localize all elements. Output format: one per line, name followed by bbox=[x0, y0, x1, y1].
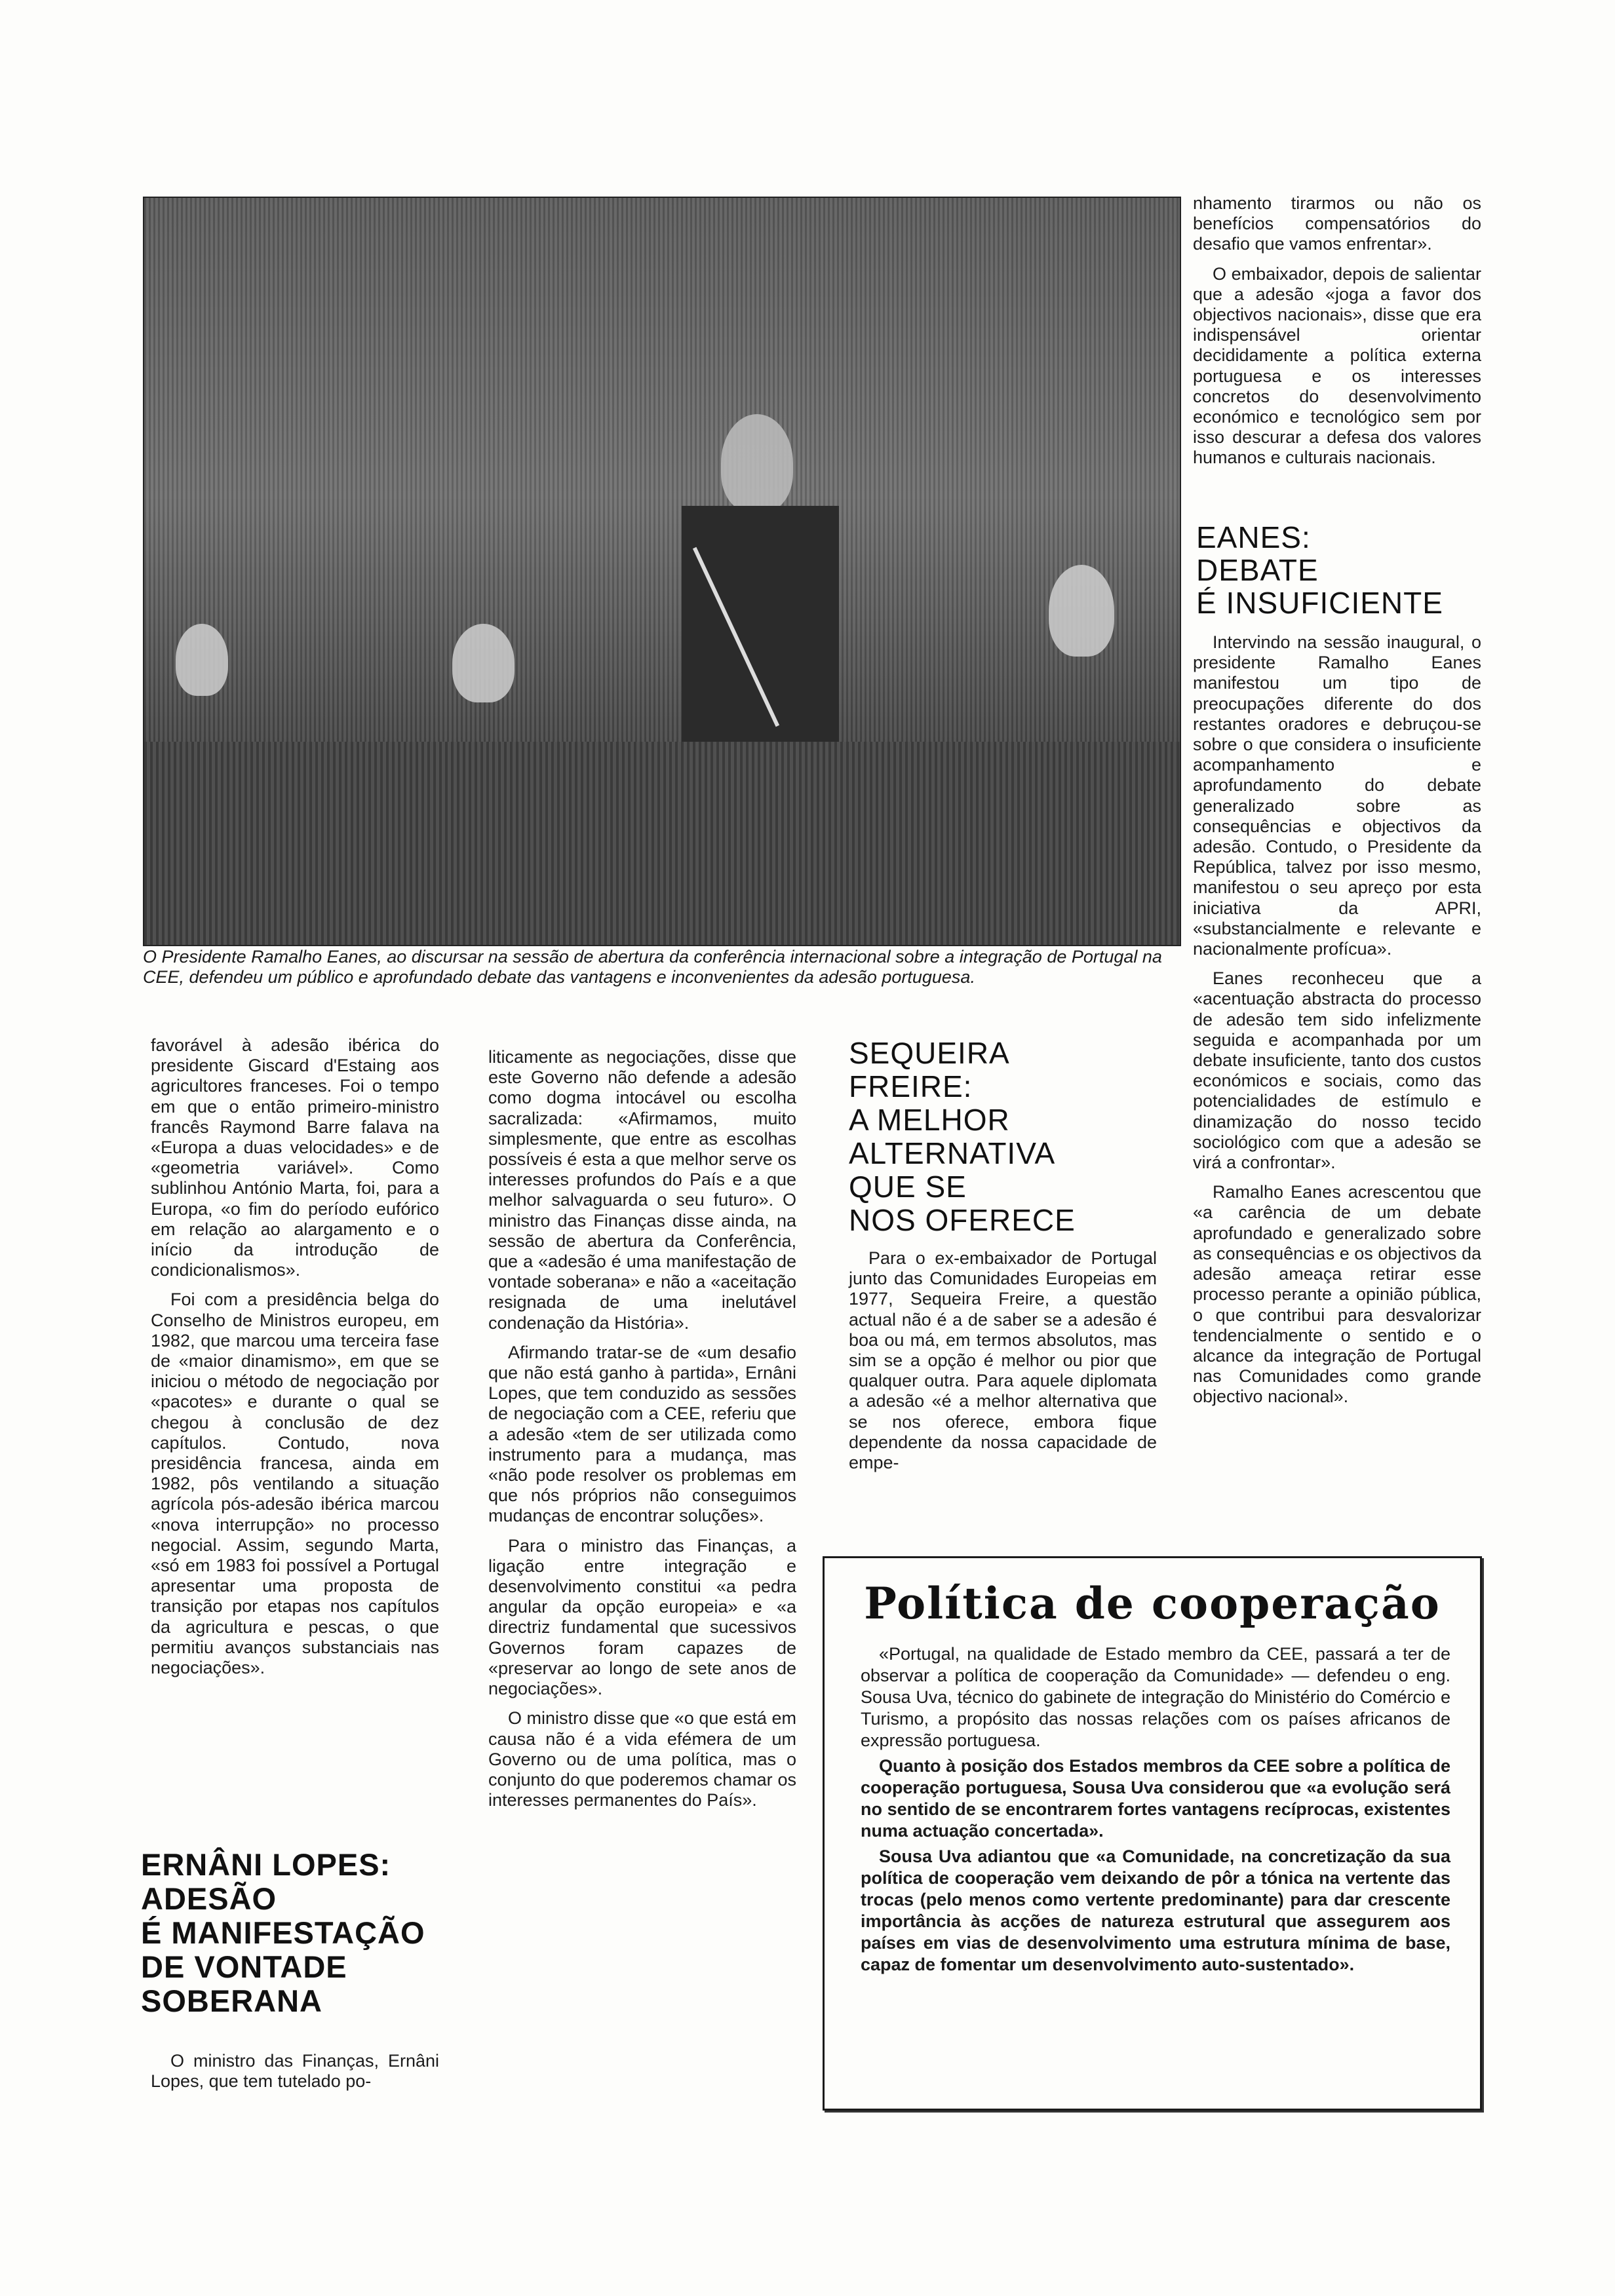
headline-line: SEQUEIRA bbox=[849, 1036, 1010, 1070]
audience-head-center bbox=[452, 624, 515, 702]
headline-sequeira-freire bbox=[849, 1037, 1144, 1237]
photo-caption: O Presidente Ramalho Eanes, ao discursar na sessão de abertura da conferência internacional sobre a integração de Portugal na CEE, defendeu um público e aprofundado debate das vantagens e inconvenientes da adesão portuguesa. bbox=[143, 947, 1162, 987]
article-column-left-continued bbox=[151, 2051, 439, 2101]
paragraph: liticamente as negociações, disse que este Governo não defende a adesão como dogma intocável ou escolha sacralizada: «Afirmamos, muito simplesmente, que entre as escolhas possíveis é esta a que melhor serve os interesses profundos do País e a que melhor salvaguarda o seu futuro». O ministro das Finanças disse ainda, na sessão de abertura da Conferência, que a «adesão é uma manifestação de vontade soberana» e não a «aceitação resignada de uma inelutável condenação da História». bbox=[488, 1047, 796, 1333]
headline-line: SOBERANA bbox=[141, 1983, 322, 2018]
paragraph: O ministro das Finanças, Ernâni Lopes, que tem tutelado po- bbox=[151, 2051, 439, 2092]
headline-line: A MELHOR bbox=[849, 1103, 1010, 1137]
conference-photo bbox=[143, 197, 1181, 946]
audience-head-left bbox=[176, 624, 228, 696]
headline-line: EANES: bbox=[1196, 520, 1311, 554]
article-column-left bbox=[151, 1035, 439, 1687]
headline-line: DEBATE bbox=[1196, 553, 1319, 587]
headline-line: ERNÂNI LOPES: bbox=[141, 1847, 391, 1882]
paragraph: favorável à adesão ibérica do presidente Giscard d'Estaing aos agricultores franceses. Foi o tempo em que o então primeiro-ministro francês Raymond Barre falava na «Europa a duas velocidades» e de «geometria variável». Como sublinhou António Marta, foi, para a Europa, «o fim do período eufórico em relação ao alargamento e o início da introdução de condicionalismos». bbox=[151, 1035, 439, 1280]
paragraph: Sousa Uva adiantou que «a Comunidade, na concretização da sua política de cooperação vem deixando de pôr a tónica na vertente das trocas (pelo menos como vertente predominante) para dar crescente importância às acções de natureza estrutural que assegurem aos países em vias de desenvolvimento uma estrutura mínima de base, capaz de fomentar um desenvolvimento auto-sustentado». bbox=[861, 1846, 1450, 1974]
paragraph: Ramalho Eanes acrescentou que «a carência de um debate aprofundado e generalizado sobre as consequências e os objectivos da adesão ameaça retirar esse processo perante a opinião pública, o que contribui para desvalorizar tendencialmente o sentido e o alcance da integração de Portugal nas Comunidades como grande objectivo nacional». bbox=[1193, 1182, 1481, 1407]
headline-eanes bbox=[1196, 521, 1485, 619]
box-title: Política de cooperação bbox=[864, 1578, 1441, 1629]
article-column-middle bbox=[488, 1047, 796, 1820]
paragraph: Intervindo na sessão inaugural, o presidente Ramalho Eanes manifestou um tipo de preocupações diferente do dos restantes oradores e debruçou-se sobre o que considera o insuficiente acompanhamento e aprofundamento do debate generalizado sobre as consequências e objectivos da adesão. Contudo, o Presidente da República, talvez por isso mesmo, manifestou o seu apreço por esta iniciativa da APRI, «substancialmente e relevante e nacionalmente profícua». bbox=[1193, 632, 1481, 959]
headline-line: NOS OFERECE bbox=[849, 1203, 1076, 1237]
paragraph: Foi com a presidência belga do Conselho de Ministros europeu, em 1982, que marcou uma terceira fase de «maior dinamismo», em que se iniciou o método de negociação por «pacotes» e durante o qual se chegou à conclusão de dez capítulos. Contudo, nova presidência francesa, ainda em 1982, pôs ventilando a situação agrícola pós-adesão ibérica marcou «nova interrupção» no processo negocial. Assim, segundo Marta, «só em 1983 foi possível a Portugal apresentar uma proposta de transição por etapas nos capítulos da agricultura e pescas, o que permitiu avanços substanciais nas negociações». bbox=[151, 1290, 439, 1678]
headline-line: QUE SE bbox=[849, 1170, 967, 1204]
headline-line: É INSUFICIENTE bbox=[1196, 586, 1443, 620]
paragraph: Afirmando tratar-se de «um desafio que não está ganho à partida», Ernâni Lopes, que tem conduzido as sessões de negociação com a CEE, referiu que a adesão «tem de ser utilizada como instrumento para a mudança, mas «não pode resolver os problemas em que nós próprios não conseguimos mudanças de encontrar soluções». bbox=[488, 1342, 796, 1526]
headline-line: DE VONTADE bbox=[141, 1949, 347, 1984]
speaker-head bbox=[721, 414, 793, 512]
box-body bbox=[861, 1643, 1450, 1980]
paragraph: «Portugal, na qualidade de Estado membro da CEE, passará a ter de observar a política de cooperação da Comunidade» — defendeu o eng. Sousa Uva, técnico do gabinete de integração do Ministério do Comércio e Turismo, a propósito das nossas relações com os países africanos de expressão portuguesa. bbox=[861, 1644, 1450, 1750]
paragraph: O ministro disse que «o que está em causa não é a vida efémera de um Governo ou de uma política, mas o conjunto do que poderemos chamar os interesses permanentes do País». bbox=[488, 1708, 796, 1810]
paragraph: Quanto à posição dos Estados membros da CEE sobre a política de cooperação portuguesa, Sousa Uva considerou que «a evolução será no sentido de se encontrarem fortes vantagens recíprocas, existentes numa actuação concertada». bbox=[861, 1756, 1450, 1841]
paragraph: nhamento tirarmos ou não os benefícios compensatórios do desafio que vamos enfrentar». bbox=[1193, 193, 1481, 254]
article-column-right-top bbox=[1193, 193, 1481, 478]
audience-head-right bbox=[1049, 565, 1114, 657]
headline-ernani-lopes bbox=[141, 1848, 449, 2018]
paragraph: Eanes reconheceu que a «acentuação abstracta do processo de adesão tem sido infelizmente seguida e acompanhada por um debate insuficiente, tanto dos custos económicos e sociais, como das potencialidades de estímulo e dinamização do nosso tecido sociológico com que a adesão se virá a confrontar». bbox=[1193, 968, 1481, 1173]
article-column-eanes bbox=[1193, 632, 1481, 1417]
presidium-table bbox=[144, 742, 1180, 945]
paragraph: Para o ex-embaixador de Portugal junto das Comunidades Europeias em 1977, Sequeira Freire, a questão actual não é a de saber se a adesão é boa ou má, em termos absolutos, mas sim se a opção é melhor ou pior que qualquer outra. Para aquele diplomata a adesão «é a melhor alternativa que se nos oferece, embora fique dependente da nossa capacidade de empe- bbox=[849, 1248, 1157, 1473]
headline-line: ADESÃO bbox=[141, 1881, 277, 1916]
article-column-freire bbox=[849, 1248, 1157, 1482]
headline-line: ALTERNATIVA bbox=[849, 1136, 1056, 1170]
headline-line: FREIRE: bbox=[849, 1069, 973, 1103]
cooperation-policy-box bbox=[823, 1556, 1482, 2111]
paragraph: O embaixador, depois de salientar que a adesão «joga a favor dos objectivos nacionais», disse que era indispensável orientar decididamente a política externa portuguesa e os interesses concretos do desenvolvimento económico e tecnológico sem por isso descurar a defesa dos valores humanos e culturais nacionais. bbox=[1193, 263, 1481, 468]
paragraph: Para o ministro das Finanças, a ligação entre integração e desenvolvimento constitui «a pedra angular da opção europeia» e «a directriz fundamental que sucessivos Governos foram capazes de «preservar ao longo de sete anos de negociações». bbox=[488, 1535, 796, 1699]
headline-line: É MANIFESTAÇÃO bbox=[141, 1915, 425, 1950]
speaker-body bbox=[682, 506, 839, 755]
